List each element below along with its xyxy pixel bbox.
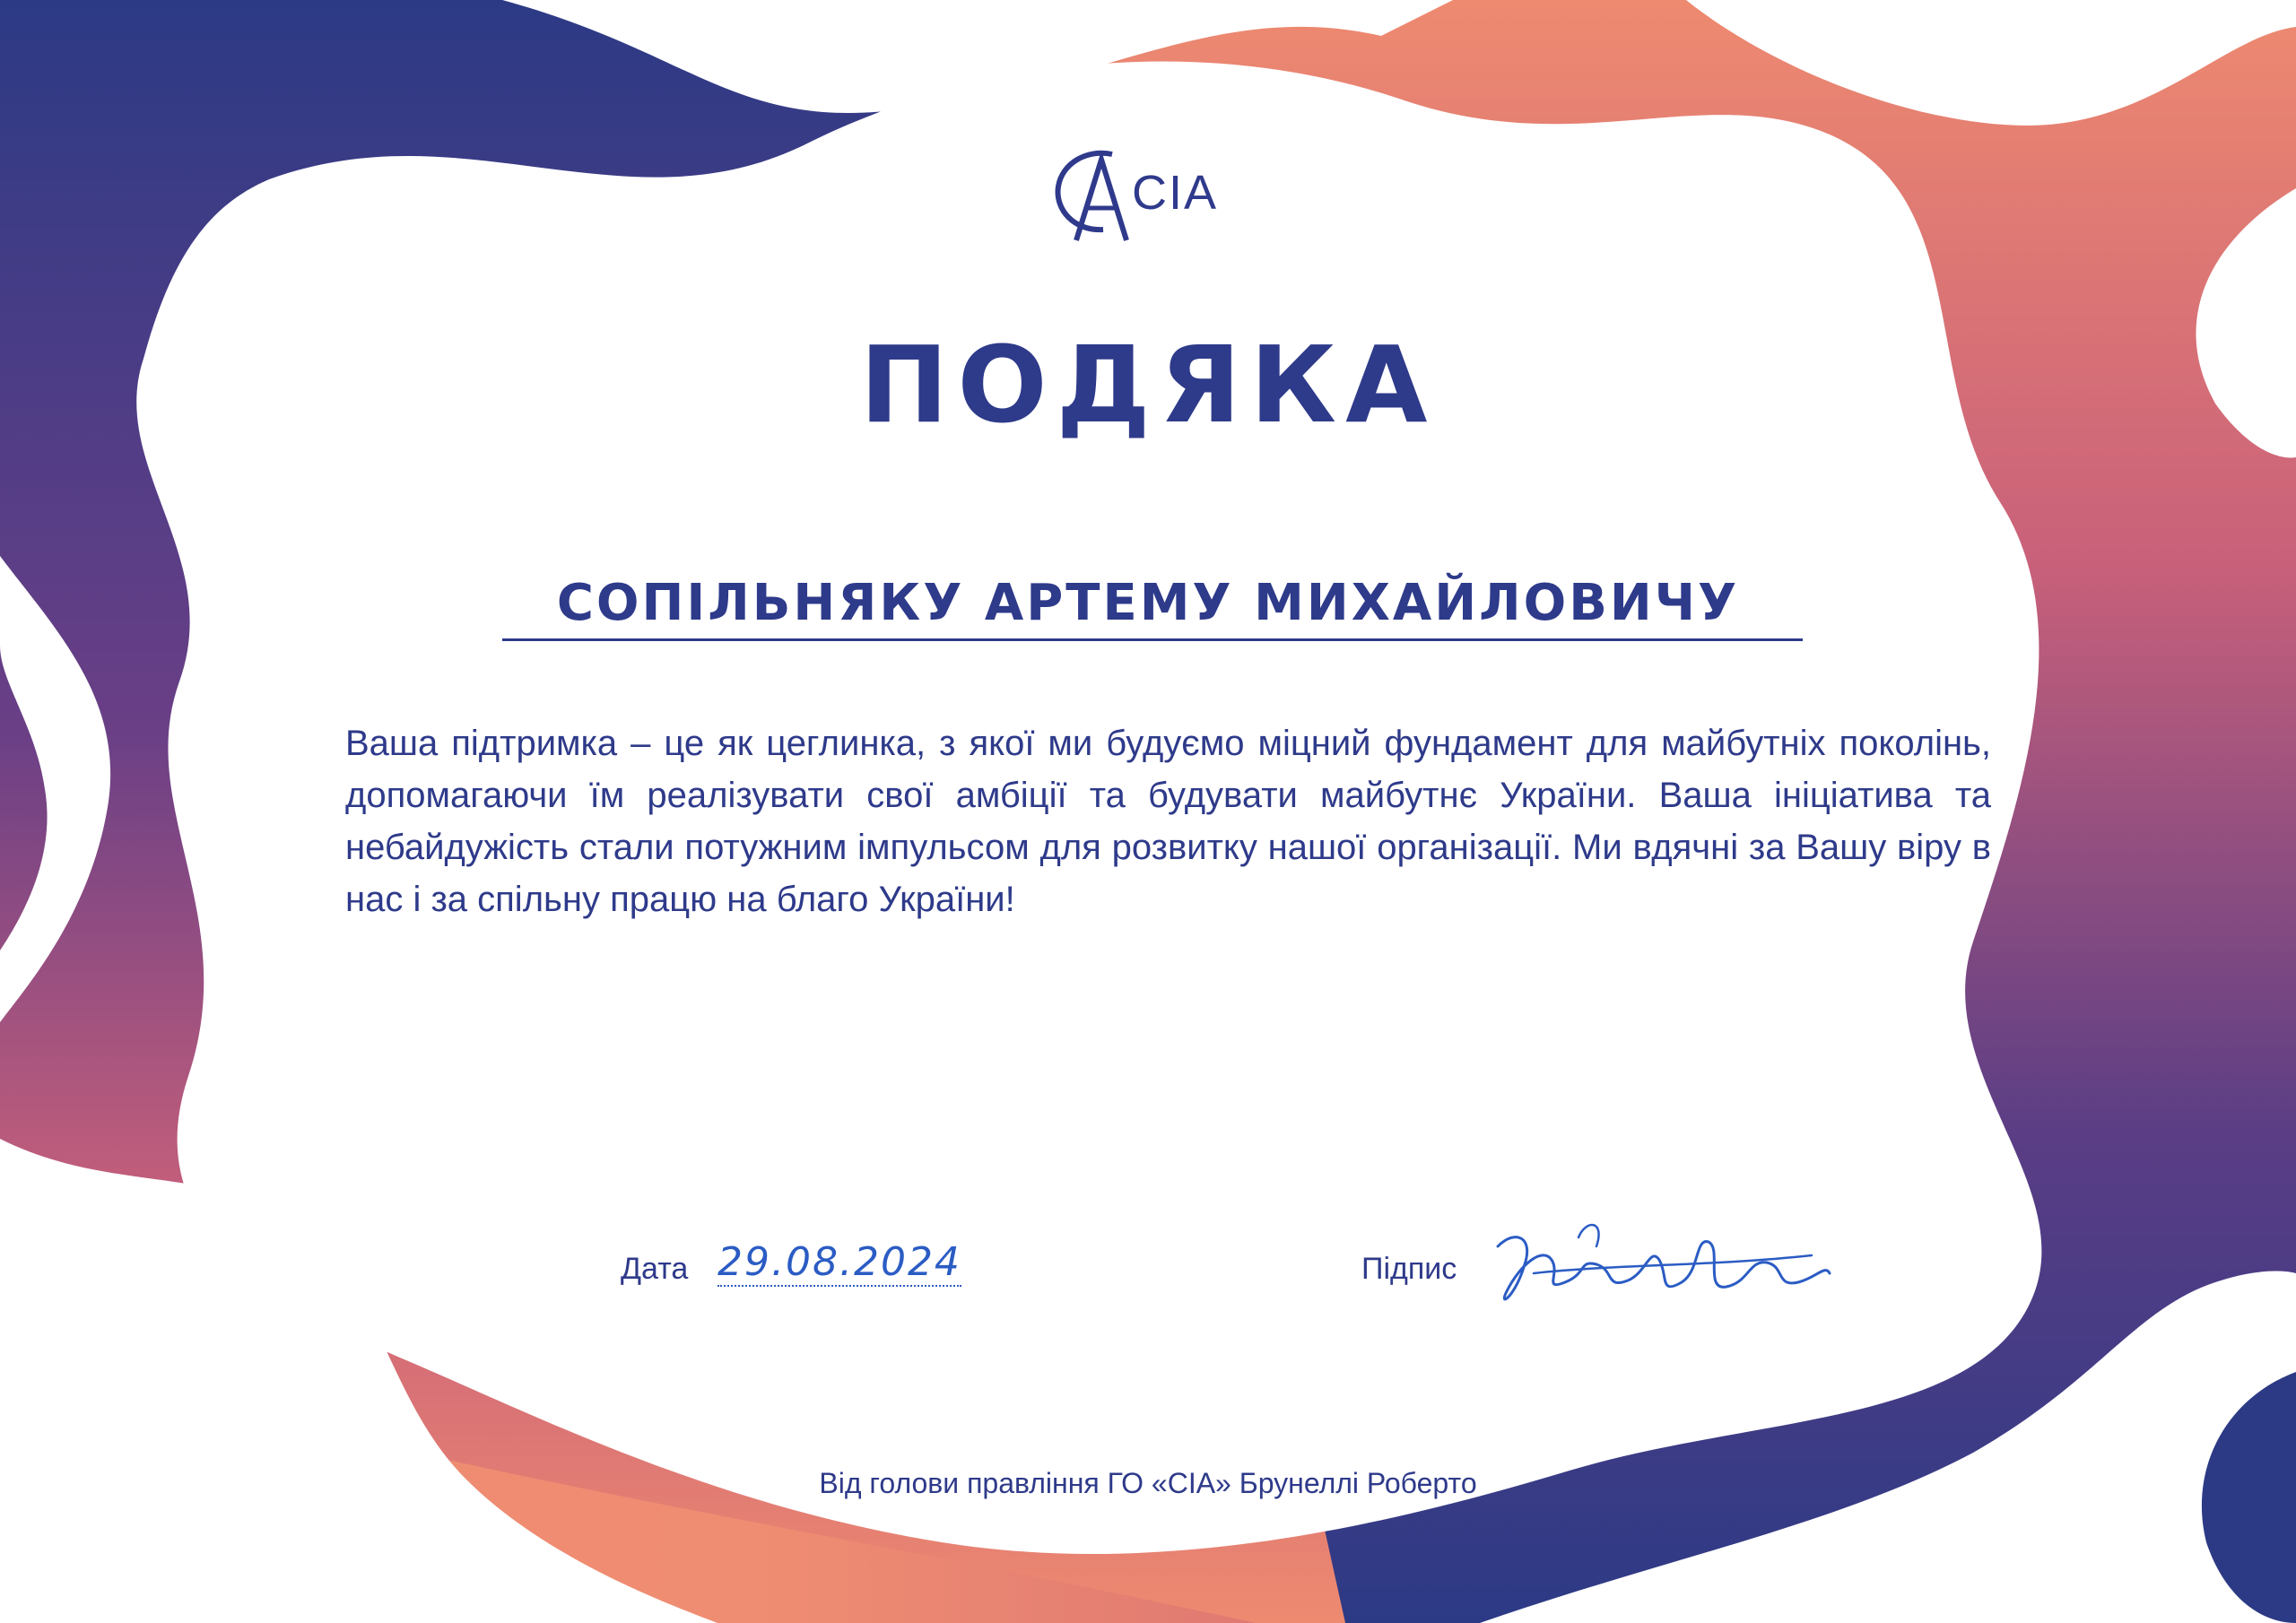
date-label: Дата <box>621 1252 689 1286</box>
date-value-handwritten: 29.08.2024 <box>718 1239 961 1285</box>
handwritten-signature <box>1480 1211 1839 1327</box>
gratitude-text: Ваша підтримка – це як цеглинка, з якої ми будуємо міцний фундамент для майбутніх поколінь, допомагаючи їм реалізувати свої амбіції та будувати майбутнє України. Ваша ініціатива та небайдужість стали потужним імпульсом для розвитку нашої організації. Ми вдячні за Вашу віру в нас і за спільну працю на благо України! <box>345 724 1991 919</box>
signature-label: Підпис <box>1361 1252 1457 1286</box>
recipient-underline <box>502 638 1803 641</box>
issuer-footer: Від голови правління ГО «СІА» Брунеллі Роберто <box>819 1467 1477 1499</box>
certificate-title: ПОДЯКА <box>859 323 1437 447</box>
recipient-name: СОПІЛЬНЯКУ АРТЕМУ МИХАЙЛОВИЧУ <box>556 574 1740 632</box>
logo-text: CIA <box>1132 166 1219 220</box>
